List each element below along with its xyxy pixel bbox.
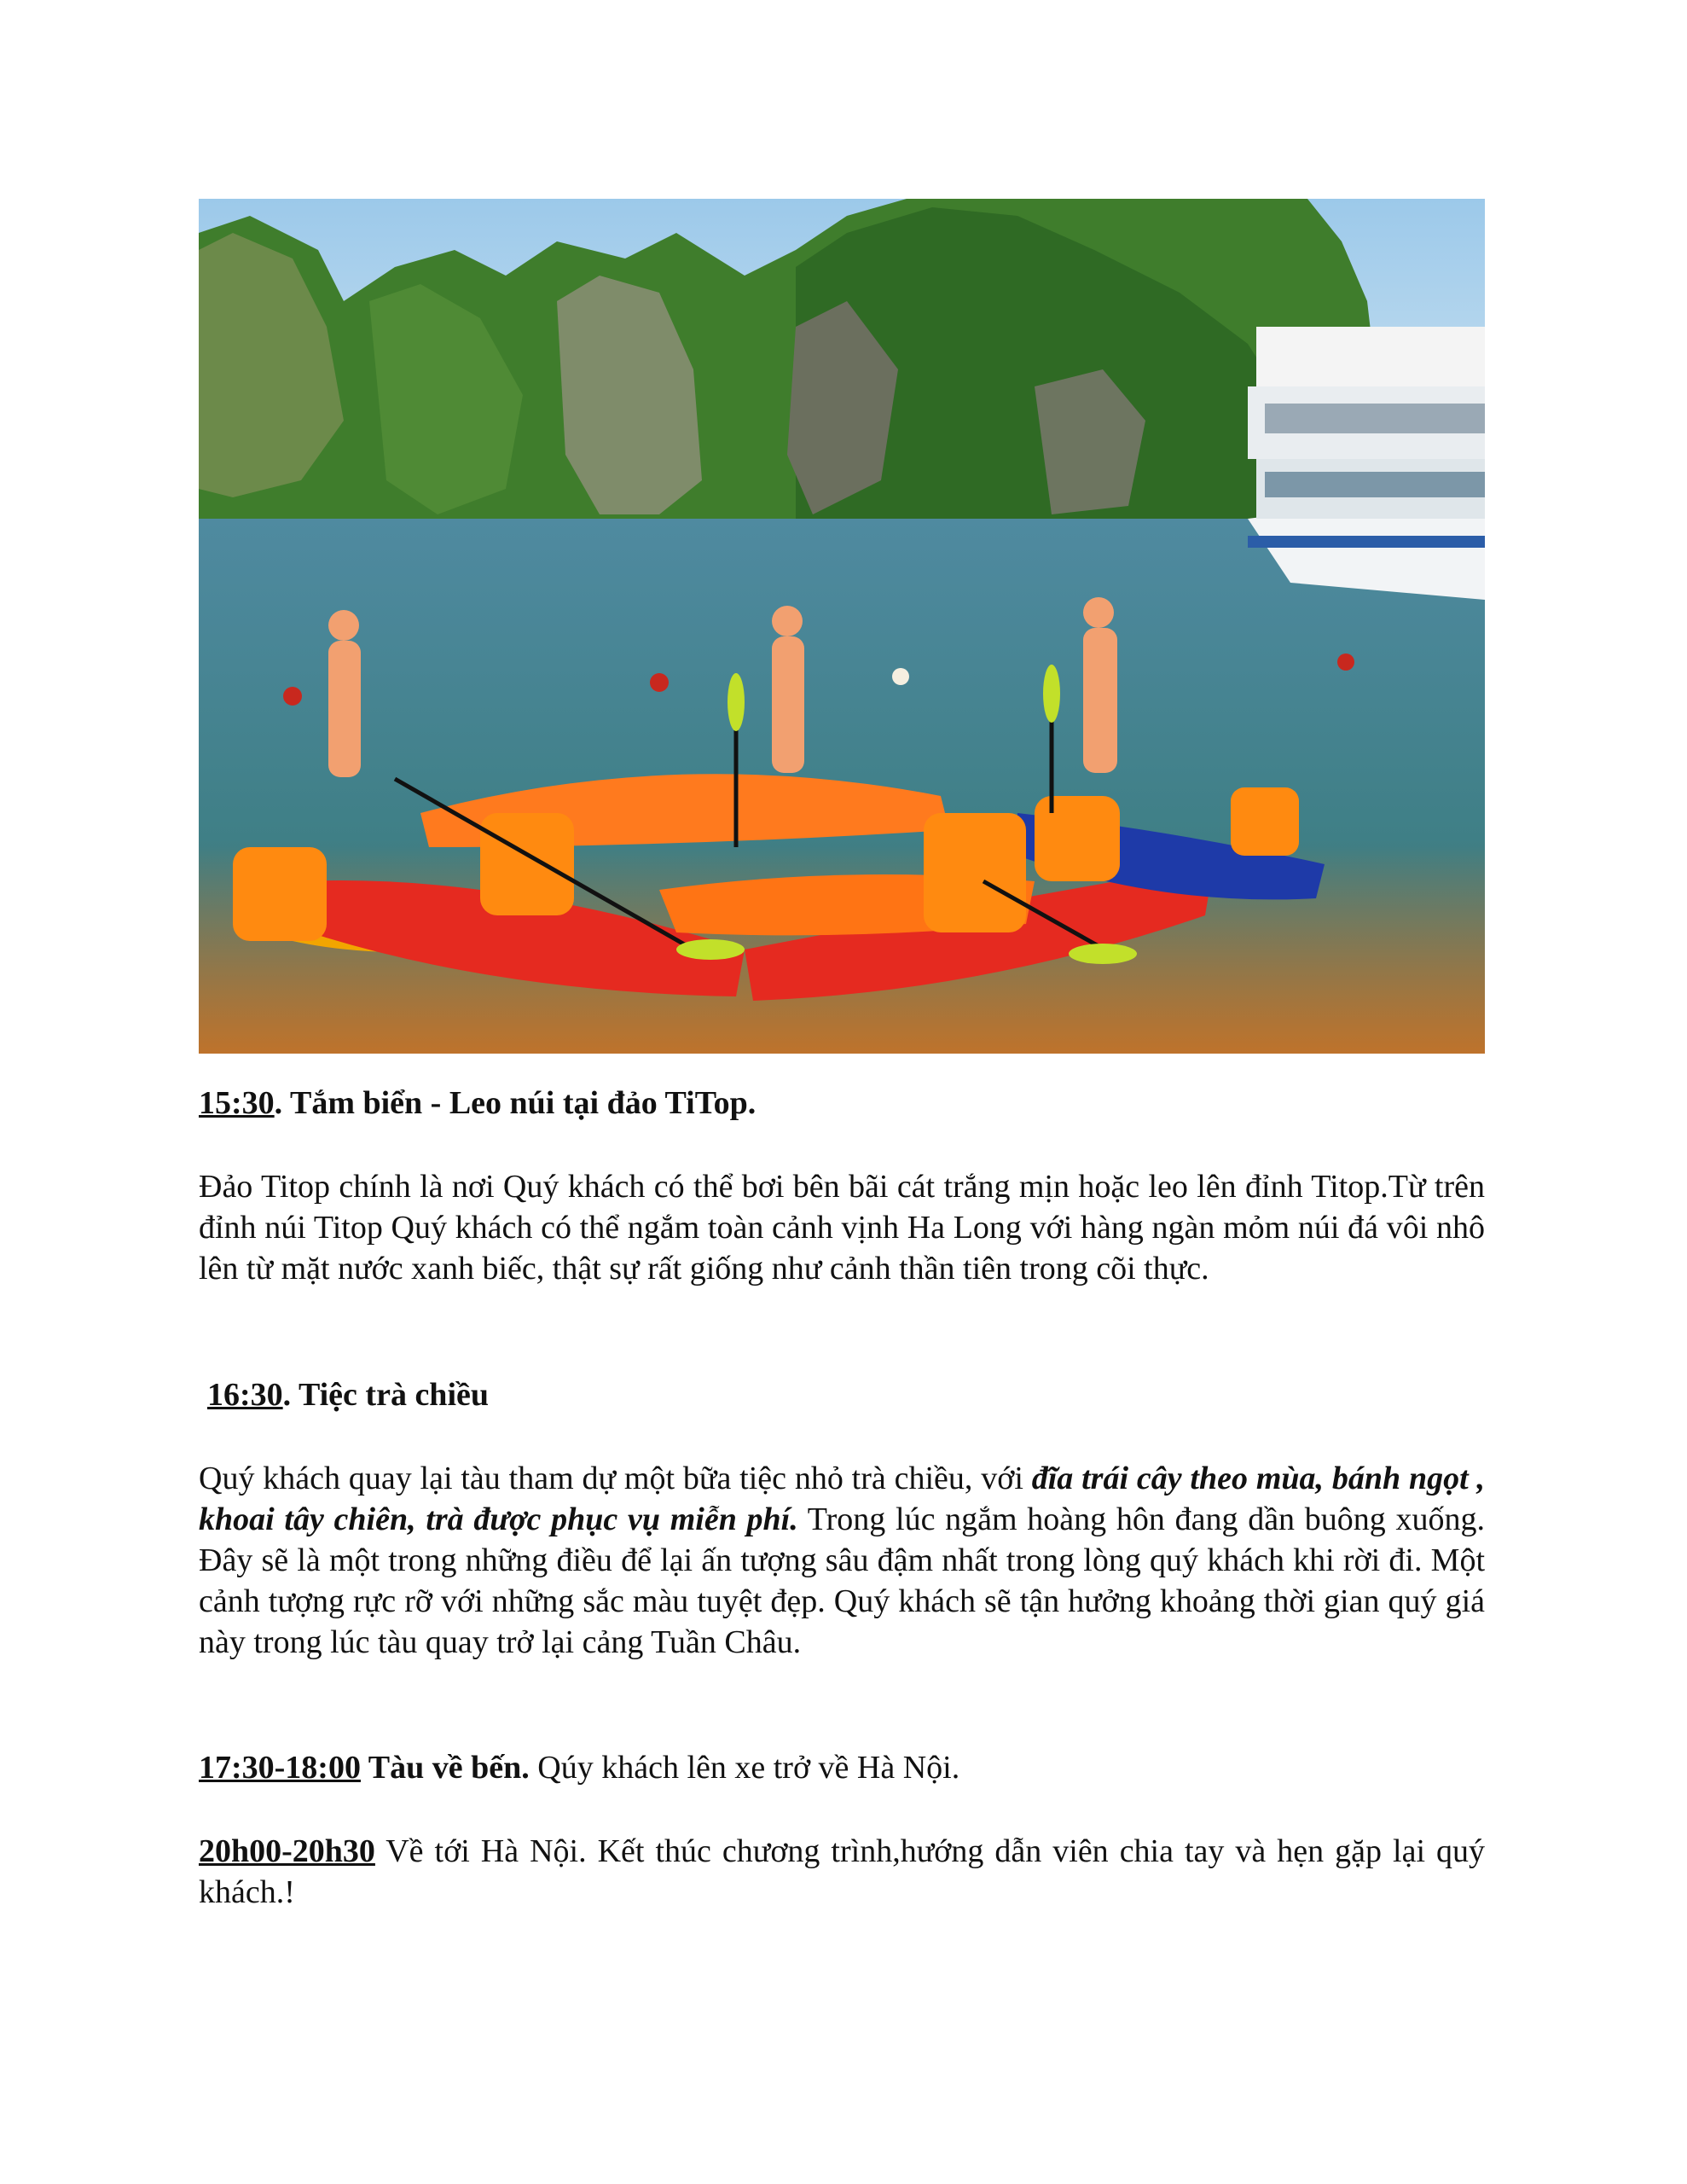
section-2000 xyxy=(199,1831,1485,1913)
section-1630-body xyxy=(199,1458,1485,1663)
section-1730 xyxy=(199,1747,1485,1788)
body-text: Trong lúc ngắm hoàng hôn đang dần buông xuống. Đây sẽ là một trong những điều để lại ấn tượng sâu đậm nhất trong lòng quý khách khi rời đi. Một cảnh tượng rực rỡ với những sắc màu tuyệt đẹp. Quý khách sẽ tận hưởng khoảng thời gian quý giá này trong lúc tàu quay trở lại cảng Tuần Châu. xyxy=(199,1502,1485,1660)
section-time: 16:30 xyxy=(207,1377,283,1413)
body-text: Về tới Hà Nội. Kết thúc chương trình,hướng dẫn viên chia tay và hẹn gặp lại quý khách.! xyxy=(199,1833,1485,1910)
section-time: 17:30-18:00 xyxy=(199,1750,361,1786)
section-1530 xyxy=(199,1083,1485,1124)
body-text: Quý khách quay lại tàu tham dự một bữa tiệc nhỏ trà chiều, với xyxy=(199,1461,1032,1496)
section-time: 15:30 xyxy=(199,1085,275,1121)
section-title: Tàu về bến. xyxy=(360,1750,530,1786)
section-title: . Tiệc trà chiều xyxy=(282,1377,489,1413)
section-heading xyxy=(199,1083,1485,1124)
section-title: . Tắm biển - Leo núi tại đảo TiTop. xyxy=(274,1085,757,1121)
kayak-photo xyxy=(199,199,1485,1054)
section-1530-body: Đảo Titop chính là nơi Quý khách có thể bơi bên bãi cát trắng mịn hoặc leo lên đỉnh Titop.Từ trên đỉnh núi Titop Quý khách có thể ngắm toàn cảnh vịnh Ha Long với hàng ngàn mỏm núi đá vôi nhô lên từ mặt nước xanh biếc, thật sự rất giống như cảnh thần tiên trong cõi thực. xyxy=(199,1169,1485,1287)
section-time: 20h00-20h30 xyxy=(199,1833,375,1869)
section-1630 xyxy=(199,1374,1493,1415)
section-heading xyxy=(207,1374,1493,1415)
body-text: Qúy khách lên xe trở về Hà Nội. xyxy=(529,1750,960,1786)
body-emphasis: đĩa trái cây theo mùa, bánh ngọt , khoai tây chiên, trà được phục vụ miễn phí. xyxy=(199,1461,1485,1537)
kayak-photo-illustration xyxy=(199,199,1485,1054)
